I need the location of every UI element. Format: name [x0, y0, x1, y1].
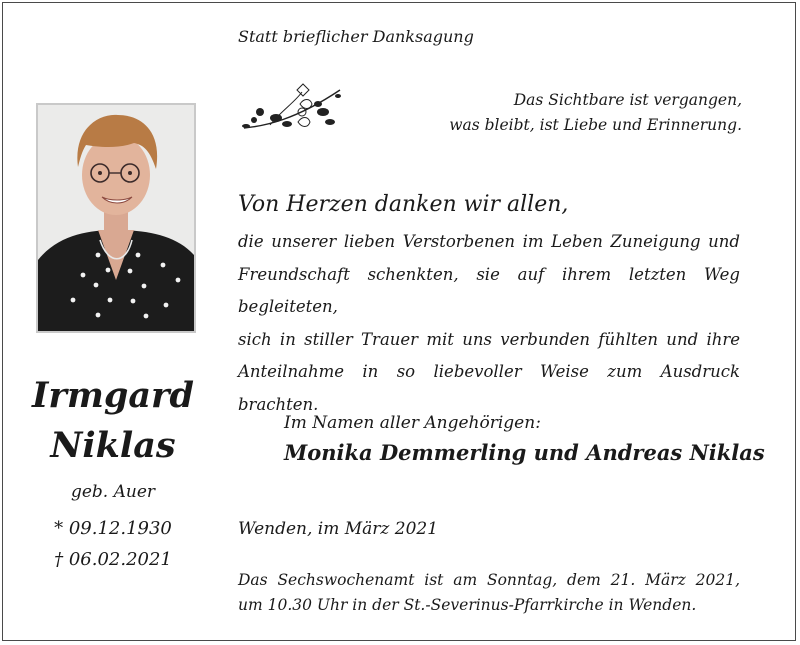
quote-line-2: was bleibt, ist Liebe und Erinnerung. [449, 116, 742, 134]
thanks-heading: Von Herzen danken wir allen, [238, 192, 569, 217]
portrait-image [38, 105, 194, 331]
first-name: Irmgard [32, 375, 194, 416]
place-date: Wenden, im März 2021 [238, 519, 439, 539]
birth-date: * 09.12.1930 [54, 518, 172, 539]
death-date: † 06.02.2021 [54, 549, 172, 570]
notice-header: Statt brieflicher Danksagung [238, 27, 474, 46]
flower-ornament-icon [240, 82, 352, 140]
thanks-line-3: sich in stiller Trauer mit uns verbunden fühlten und ihre [238, 329, 740, 349]
portrait-photo [36, 103, 196, 333]
quote-line-1: Das Sichtbare ist vergangen, [513, 91, 742, 109]
notice-line-2: um 10.30 Uhr in der St.-Severinus-Pfarrkirche in Wenden. [238, 596, 697, 614]
signature-names: Monika Demmerling und Andreas Niklas [284, 440, 765, 465]
memorial-quote [382, 88, 742, 138]
maiden-name: geb. Auer [70, 482, 156, 502]
thanks-body [238, 226, 740, 421]
service-notice [238, 568, 740, 618]
thanks-line-1: die unserer lieben Verstorbenen im Leben Zuneigung und [238, 232, 740, 251]
notice-line-1: Das Sechswochenamt ist am Sonntag, dem 21. März 2021, [238, 571, 740, 589]
thanks-line-4: Anteilnahme in so liebevoller Weise zum Ausdruck brachten. [238, 362, 740, 414]
thanks-line-2: Freundschaft schenkten, sie auf ihrem letzten Weg begleiteten, [238, 264, 740, 316]
signature-intro: Im Namen aller Angehörigen: [284, 413, 541, 433]
last-name: Niklas [50, 425, 176, 466]
